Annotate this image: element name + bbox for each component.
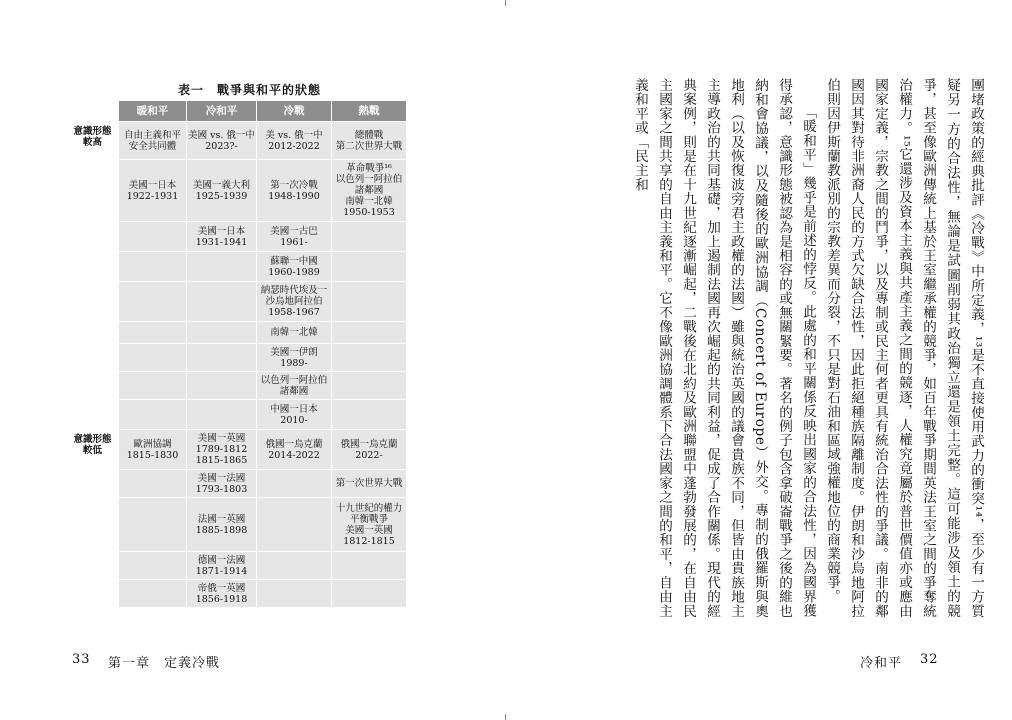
table-cell: 自由主義和平 安全共同體	[119, 122, 187, 160]
table-cell	[119, 470, 187, 498]
table-cell: 總體戰 第二次世界大戰	[332, 122, 407, 160]
table-cell: 美 vs. 俄一中 2012-2022	[257, 122, 332, 160]
col-header-warm-peace: 暖和平	[119, 101, 187, 122]
left-running-head: 第一章 定義冷戰	[108, 656, 221, 671]
table-cell	[332, 322, 407, 344]
table-cell	[187, 372, 257, 400]
table-header-row	[67, 101, 407, 122]
table-cell	[119, 222, 187, 252]
body-text	[602, 78, 988, 618]
table-cell	[332, 344, 407, 372]
table-cell	[332, 372, 407, 400]
table-cell: 美國一古巴 1961-	[257, 222, 332, 252]
table-cell: 南韓一北韓	[257, 322, 332, 344]
table-cell: 美國一日本 1922-1931	[119, 160, 187, 222]
crop-mark-bottom	[505, 714, 506, 720]
table-cell	[332, 400, 407, 430]
table-cell	[187, 282, 257, 322]
paragraph-1: 團堵政策的經典批評《冷戰》中所定義，¹³是不直接使用武力的衝突¹⁴，至少有一方質疑另一方的合法性，無論是試圖削弱其政治獨立還是領土完整。這可能涉及領土的競爭，甚至像歐洲傳統上基於王室繼承權的競爭，如百年戰爭期間英法王室之間的爭奪統治權力。¹⁵它還涉及資本主義與共產主義之間的競逐，人權究竟屬於普世價值亦或應由國家定義，宗教之間的鬥爭，以及專制或民主何者更具有統治合法性的爭議。南非的鄰國因其對待非洲裔人民的方式欠缺合法性，因此拒絕種族隔離制度。伊朗和沙烏地阿拉伯則因伊斯蘭教派別的宗教差異而分裂，不只是對石油和區域強權地位的商業競爭。	[824, 78, 984, 618]
right-page-number: 32	[920, 652, 939, 667]
table-cell	[332, 252, 407, 282]
table-cell	[332, 552, 407, 580]
table-cell: 俄國一烏克蘭 2022-	[332, 430, 407, 470]
table-cell: 以色列一阿拉伯 諸鄰國	[257, 372, 332, 400]
table-caption: 表一 戰爭與和平的狀態	[178, 83, 322, 97]
table-cell: 帝俄一英國 1856-1918	[187, 580, 257, 608]
table-cell	[257, 498, 332, 552]
table-cell	[119, 344, 187, 372]
right-running-head: 冷和平	[860, 656, 903, 671]
left-page-number: 33	[72, 652, 91, 667]
table-row	[67, 122, 407, 160]
table-cell	[119, 580, 187, 608]
table-cell	[187, 344, 257, 372]
table-cell	[257, 470, 332, 498]
table-cell: 美國一英國 1789-1812 1815-1865	[187, 430, 257, 470]
table-cell: 俄國一烏克蘭 2014-2022	[257, 430, 332, 470]
table-cell: 德國一法國 1871-1914	[187, 552, 257, 580]
table-cell	[257, 580, 332, 608]
table-cell: 美國一日本 1931-1941	[187, 222, 257, 252]
table-corner	[67, 101, 119, 122]
table-cell	[187, 322, 257, 344]
table-cell: 中國一日本 2010-	[257, 400, 332, 430]
table-cell: 納瑟時代埃及一 沙烏地阿拉伯 1958-1967	[257, 282, 332, 322]
table-cell	[187, 400, 257, 430]
table-cell: 歐洲協調 1815-1830	[119, 430, 187, 470]
table-cell: 革命戰爭¹⁶ 以色列一阿拉伯 諸鄰國 南韓一北韓 1950-1953	[332, 160, 407, 222]
table-cell	[332, 282, 407, 322]
table-cell	[332, 222, 407, 252]
table-cell	[119, 498, 187, 552]
table-cell: 第一次冷戰 1948-1990	[257, 160, 332, 222]
table-row	[67, 430, 407, 470]
table-cell	[119, 322, 187, 344]
row-group-high-ideology: 意識形態 較高	[67, 122, 119, 430]
table-cell	[119, 552, 187, 580]
table-cell	[187, 252, 257, 282]
col-header-cold-war: 冷戰	[257, 101, 332, 122]
table-cell: 美國一伊朗 1989-	[257, 344, 332, 372]
table-cell	[119, 252, 187, 282]
table-cell	[119, 372, 187, 400]
table-cell	[119, 400, 187, 430]
paragraph-2: 「暖和平」幾乎是前述的悖反。此處的和平關係反映出國家的合法性，因為國界獲得承認，意識形態被認為是相容的或無關緊要。著名的例子包含拿破崙戰爭之後的維也納和會協議，以及隨後的歐洲協調（Concert of Europe）外交。專制的俄羅斯與奧地利（以及恢復波旁君主政權的法國）雖與統治英國的議會貴族不同，但皆由貴族地主主導政治的共同基礎，加上遏制法國再次崛起的共同利益，促成了合作關係。現代的經典案例，則是在十九世紀逐漸崛起，二戰後在北約及歐洲聯盟中蓬勃發展的，在自由民主國家之間共享的自由主義和平。它不像歐洲協調體系下合法國家之間的和平，自由主義和平或「民主和	[632, 78, 816, 618]
war-peace-table	[66, 100, 407, 608]
table-cell: 蘇聯一中國 1960-1989	[257, 252, 332, 282]
col-header-hot-war: 熱戰	[332, 101, 407, 122]
row-group-low-ideology: 意識形態 較低	[67, 430, 119, 608]
table-cell: 十九世紀的權力 平衡戰爭 美國一英國 1812-1815	[332, 498, 407, 552]
table-cell	[332, 580, 407, 608]
crop-mark-top	[505, 0, 506, 6]
table-cell: 法國一英國 1885-1898	[187, 498, 257, 552]
table-cell: 美國一法國 1793-1803	[187, 470, 257, 498]
table-cell	[119, 282, 187, 322]
table-cell: 美國一義大利 1925-1939	[187, 160, 257, 222]
table-cell: 美國 vs. 俄一中 2023?-	[187, 122, 257, 160]
table-cell	[257, 552, 332, 580]
table-cell: 第一次世界大戰	[332, 470, 407, 498]
col-header-cold-peace: 冷和平	[187, 101, 257, 122]
